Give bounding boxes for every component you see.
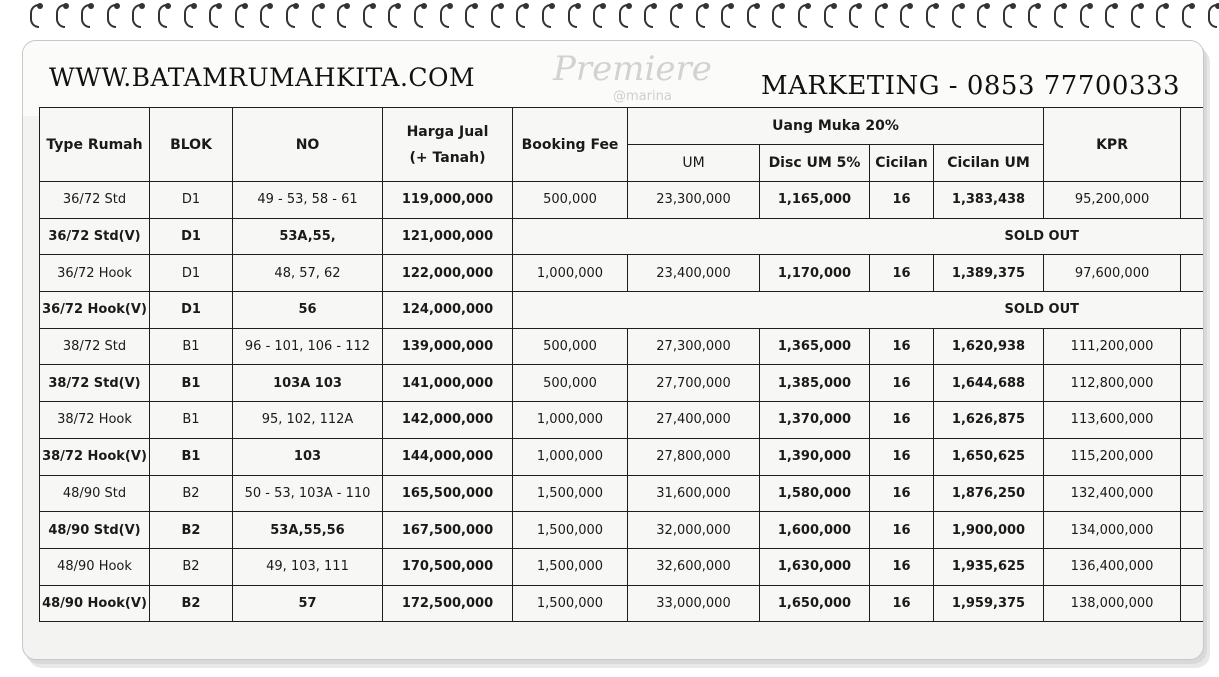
cell-cicilan: 16 xyxy=(870,182,934,219)
cell-type: 48/90 Std xyxy=(40,475,150,512)
cell-booking: 1,000,000 xyxy=(513,402,628,439)
cell-edge xyxy=(1181,328,1204,365)
cell-kpr: 97,600,000 xyxy=(1044,255,1181,292)
cell-booking: 1,500,000 xyxy=(513,585,628,622)
cell-harga: 167,500,000 xyxy=(383,512,513,549)
cell-kpr: 115,200,000 xyxy=(1044,438,1181,475)
header-no: NO xyxy=(233,108,383,182)
spiral-ring xyxy=(542,4,551,28)
cell-no: 49 - 53, 58 - 61 xyxy=(233,182,383,219)
cell-booking: 1,500,000 xyxy=(513,548,628,585)
cell-disc: 1,600,000 xyxy=(760,512,870,549)
spiral-ring xyxy=(1182,4,1191,28)
cell-harga: 144,000,000 xyxy=(383,438,513,475)
spiral-ring xyxy=(465,4,474,28)
spiral-ring xyxy=(286,4,295,28)
cell-um: 27,700,000 xyxy=(628,365,760,402)
cell-edge xyxy=(1181,255,1204,292)
spiral-ring xyxy=(593,4,602,28)
header-cicilan: Cicilan xyxy=(870,145,934,182)
header-kpr: KPR xyxy=(1044,108,1181,182)
cell-edge xyxy=(1181,182,1204,219)
header-um: UM xyxy=(628,145,760,182)
cell-kpr: 138,000,000 xyxy=(1044,585,1181,622)
cell-disc: 1,650,000 xyxy=(760,585,870,622)
cell-um: 27,300,000 xyxy=(628,328,760,365)
header-harga xyxy=(383,108,513,182)
spiral-ring xyxy=(619,4,628,28)
spiral-ring xyxy=(491,4,500,28)
cell-cicilan-um: 1,644,688 xyxy=(934,365,1044,402)
spiral-ring xyxy=(81,4,90,28)
header-uang-muka: Uang Muka 20% xyxy=(628,108,1044,145)
cell-type: 38/72 Hook xyxy=(40,402,150,439)
cell-no: 103 xyxy=(233,438,383,475)
cell-edge xyxy=(1181,585,1204,622)
cell-cicilan: 16 xyxy=(870,328,934,365)
cell-kpr: 111,200,000 xyxy=(1044,328,1181,365)
spiral-ring xyxy=(926,4,935,28)
cell-cicilan: 16 xyxy=(870,475,934,512)
table-row xyxy=(40,438,1205,475)
spiral-ring xyxy=(721,4,730,28)
cell-disc: 1,630,000 xyxy=(760,548,870,585)
cell-cicilan: 16 xyxy=(870,438,934,475)
spiral-ring xyxy=(824,4,833,28)
cell-booking: 1,500,000 xyxy=(513,475,628,512)
cell-harga: 172,500,000 xyxy=(383,585,513,622)
cell-disc: 1,390,000 xyxy=(760,438,870,475)
header-harga-line1: Harga Jual xyxy=(406,123,489,140)
header-booking: Booking Fee xyxy=(513,108,628,182)
spiral-ring xyxy=(516,4,525,28)
spiral-ring xyxy=(414,4,423,28)
watermark-subtext: @marina xyxy=(613,89,672,104)
cell-edge xyxy=(1181,548,1204,585)
table-row xyxy=(40,292,1205,329)
header-edge xyxy=(1181,108,1204,182)
website-url: WWW.BATAMRUMAHKITA.COM xyxy=(49,63,476,92)
cell-disc: 1,170,000 xyxy=(760,255,870,292)
spiral-ring xyxy=(747,4,756,28)
spiral-ring xyxy=(312,4,321,28)
cell-type: 36/72 Hook(V) xyxy=(40,292,150,329)
cell-harga: 141,000,000 xyxy=(383,365,513,402)
spiral-ring xyxy=(977,4,986,28)
cell-cicilan-um: 1,900,000 xyxy=(934,512,1044,549)
spiral-ring xyxy=(1080,4,1089,28)
cell-cicilan: 16 xyxy=(870,365,934,402)
header-blok: BLOK xyxy=(150,108,233,182)
spiral-ring xyxy=(1131,4,1140,28)
cell-edge xyxy=(1181,475,1204,512)
cell-booking: 1,500,000 xyxy=(513,512,628,549)
cell-no: 53A,55, xyxy=(233,218,383,255)
spiral-ring xyxy=(696,4,705,28)
table-row xyxy=(40,402,1205,439)
spiral-ring xyxy=(568,4,577,28)
cell-cicilan-um: 1,620,938 xyxy=(934,328,1044,365)
cell-booking: 500,000 xyxy=(513,328,628,365)
cell-kpr: 112,800,000 xyxy=(1044,365,1181,402)
cell-no: 53A,55,56 xyxy=(233,512,383,549)
cell-cicilan-um: 1,959,375 xyxy=(934,585,1044,622)
cell-type: 36/72 Std xyxy=(40,182,150,219)
cell-disc: 1,165,000 xyxy=(760,182,870,219)
cell-cicilan-um: 1,626,875 xyxy=(934,402,1044,439)
cell-um: 32,600,000 xyxy=(628,548,760,585)
cell-um: 27,400,000 xyxy=(628,402,760,439)
spiral-ring xyxy=(1156,4,1165,28)
cell-disc: 1,385,000 xyxy=(760,365,870,402)
cell-no: 48, 57, 62 xyxy=(233,255,383,292)
cell-kpr: 136,400,000 xyxy=(1044,548,1181,585)
spiral-ring xyxy=(56,4,65,28)
cell-blok: D1 xyxy=(150,255,233,292)
cell-cicilan-um: 1,383,438 xyxy=(934,182,1044,219)
spiral-ring xyxy=(30,4,39,28)
spiral-ring xyxy=(132,4,141,28)
table-row xyxy=(40,585,1205,622)
spiral-ring xyxy=(363,4,372,28)
cell-blok: D1 xyxy=(150,292,233,329)
cell-blok: D1 xyxy=(150,218,233,255)
cell-disc: 1,365,000 xyxy=(760,328,870,365)
table-row xyxy=(40,218,1205,255)
cell-edge xyxy=(1181,438,1204,475)
spiral-ring xyxy=(337,4,346,28)
spiral-ring xyxy=(798,4,807,28)
spiral-ring xyxy=(1028,4,1037,28)
spiral-ring xyxy=(158,4,167,28)
table-row xyxy=(40,365,1205,402)
cell-cicilan-um: 1,935,625 xyxy=(934,548,1044,585)
cell-no: 49, 103, 111 xyxy=(233,548,383,585)
header-type: Type Rumah xyxy=(40,108,150,182)
cell-type: 36/72 Hook xyxy=(40,255,150,292)
cell-um: 27,800,000 xyxy=(628,438,760,475)
spiral-ring xyxy=(235,4,244,28)
cell-harga: 142,000,000 xyxy=(383,402,513,439)
cell-um: 33,000,000 xyxy=(628,585,760,622)
cell-harga: 139,000,000 xyxy=(383,328,513,365)
cell-type: 38/72 Std(V) xyxy=(40,365,150,402)
spiral-ring xyxy=(1003,4,1012,28)
cell-blok: B1 xyxy=(150,402,233,439)
cell-type: 38/72 Hook(V) xyxy=(40,438,150,475)
table-row xyxy=(40,548,1205,585)
watermark-logo: Premiere xyxy=(553,49,712,89)
cell-kpr: 113,600,000 xyxy=(1044,402,1181,439)
cell-blok: B2 xyxy=(150,585,233,622)
cell-booking: 500,000 xyxy=(513,182,628,219)
spiral-ring xyxy=(900,4,909,28)
cell-blok: B1 xyxy=(150,328,233,365)
cell-harga: 124,000,000 xyxy=(383,292,513,329)
cell-blok: B2 xyxy=(150,548,233,585)
cell-type: 36/72 Std(V) xyxy=(40,218,150,255)
cell-cicilan-um: 1,650,625 xyxy=(934,438,1044,475)
cell-kpr: 95,200,000 xyxy=(1044,182,1181,219)
cell-type: 48/90 Hook(V) xyxy=(40,585,150,622)
header-cicilan-um: Cicilan UM xyxy=(934,145,1044,182)
cell-harga: 165,500,000 xyxy=(383,475,513,512)
cell-cicilan: 16 xyxy=(870,585,934,622)
spiral-ring xyxy=(209,4,218,28)
cell-blok: B1 xyxy=(150,438,233,475)
cell-edge xyxy=(1181,402,1204,439)
cell-um: 23,400,000 xyxy=(628,255,760,292)
table-row xyxy=(40,182,1205,219)
cell-type: 48/90 Hook xyxy=(40,548,150,585)
cell-no: 50 - 53, 103A - 110 xyxy=(233,475,383,512)
marketing-contact: MARKETING - 0853 77700333 xyxy=(761,71,1181,101)
spiral-ring xyxy=(670,4,679,28)
cell-booking: 500,000 xyxy=(513,365,628,402)
cell-disc: 1,370,000 xyxy=(760,402,870,439)
cell-um: 32,000,000 xyxy=(628,512,760,549)
cell-cicilan: 16 xyxy=(870,548,934,585)
header-disc: Disc UM 5% xyxy=(760,145,870,182)
cell-um: 23,300,000 xyxy=(628,182,760,219)
cell-blok: B2 xyxy=(150,512,233,549)
cell-blok: B2 xyxy=(150,475,233,512)
header-harga-line2: (+ Tanah) xyxy=(409,149,486,166)
table-row xyxy=(40,475,1205,512)
header-banner xyxy=(23,41,1203,116)
cell-edge xyxy=(1181,365,1204,402)
cell-blok: D1 xyxy=(150,182,233,219)
cell-no: 96 - 101, 106 - 112 xyxy=(233,328,383,365)
spiral-ring xyxy=(644,4,653,28)
spiral-ring xyxy=(260,4,269,28)
cell-sold-out: SOLD OUT xyxy=(513,292,1205,329)
cell-harga: 121,000,000 xyxy=(383,218,513,255)
cell-harga: 170,500,000 xyxy=(383,548,513,585)
cell-cicilan: 16 xyxy=(870,255,934,292)
cell-kpr: 134,000,000 xyxy=(1044,512,1181,549)
spiral-ring xyxy=(388,4,397,28)
spiral-ring xyxy=(184,4,193,28)
cell-no: 103A 103 xyxy=(233,365,383,402)
spiral-ring xyxy=(1105,4,1114,28)
cell-type: 48/90 Std(V) xyxy=(40,512,150,549)
cell-booking: 1,000,000 xyxy=(513,438,628,475)
price-sheet xyxy=(22,40,1204,660)
cell-no: 95, 102, 112A xyxy=(233,402,383,439)
cell-cicilan-um: 1,876,250 xyxy=(934,475,1044,512)
cell-cicilan-um: 1,389,375 xyxy=(934,255,1044,292)
cell-disc: 1,580,000 xyxy=(760,475,870,512)
cell-cicilan: 16 xyxy=(870,402,934,439)
spiral-ring xyxy=(875,4,884,28)
table-row xyxy=(40,512,1205,549)
cell-harga: 119,000,000 xyxy=(383,182,513,219)
cell-kpr: 132,400,000 xyxy=(1044,475,1181,512)
cell-blok: B1 xyxy=(150,365,233,402)
cell-cicilan: 16 xyxy=(870,512,934,549)
cell-booking: 1,000,000 xyxy=(513,255,628,292)
cell-no: 56 xyxy=(233,292,383,329)
table-row xyxy=(40,255,1205,292)
spiral-ring xyxy=(1208,4,1217,28)
cell-sold-out: SOLD OUT xyxy=(513,218,1205,255)
price-table xyxy=(39,107,1204,622)
cell-edge xyxy=(1181,512,1204,549)
cell-harga: 122,000,000 xyxy=(383,255,513,292)
spiral-binding xyxy=(0,0,1219,34)
spiral-ring xyxy=(772,4,781,28)
spiral-ring xyxy=(107,4,116,28)
cell-um: 31,600,000 xyxy=(628,475,760,512)
spiral-ring xyxy=(1054,4,1063,28)
spiral-ring xyxy=(952,4,961,28)
spiral-ring xyxy=(440,4,449,28)
cell-type: 38/72 Std xyxy=(40,328,150,365)
spiral-ring xyxy=(849,4,858,28)
table-row xyxy=(40,328,1205,365)
cell-no: 57 xyxy=(233,585,383,622)
